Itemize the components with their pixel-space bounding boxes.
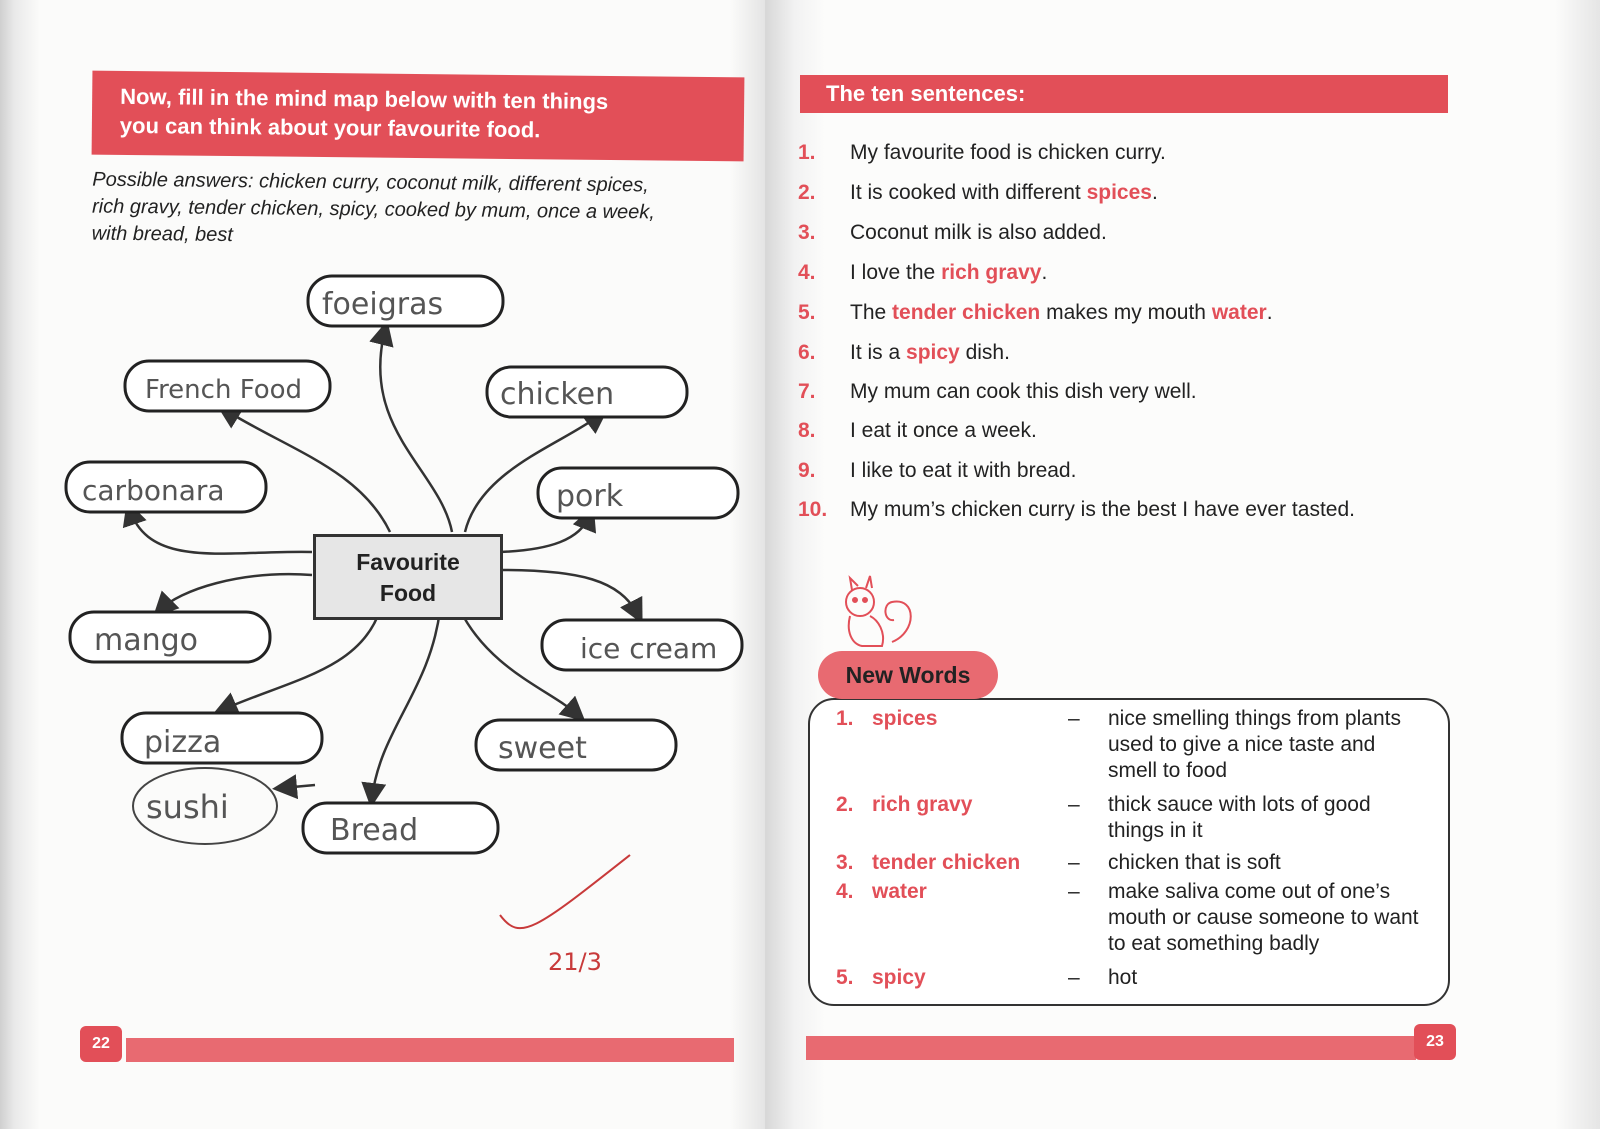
sentence-text: . xyxy=(1151,181,1158,204)
sentence-text: My favourite food is chicken curry. xyxy=(850,141,1166,164)
new-word-dash: – xyxy=(1068,793,1080,816)
sentence-text: I eat it once a week. xyxy=(850,419,1037,442)
left-page xyxy=(0,0,765,1129)
mind-map-center xyxy=(313,534,503,620)
page-number-left: 22 xyxy=(80,1026,122,1062)
footer-bar-left xyxy=(126,1038,734,1062)
sentence-text: My mum can cook this dish very well. xyxy=(850,380,1197,403)
sentence-item xyxy=(798,380,1197,404)
instruction-banner xyxy=(92,71,745,162)
sentence-number: 4. xyxy=(798,261,816,284)
sentence-text: . xyxy=(1041,261,1048,284)
new-word-number: 2. xyxy=(836,793,854,816)
footer-bar-right xyxy=(806,1036,1416,1060)
possible-answers-line-1: Possible answers: chicken curry, coconut milk, different spices, xyxy=(92,168,649,197)
center-line-1: Favourite xyxy=(356,549,460,575)
node-right-mid: pork xyxy=(556,479,624,514)
sentence-text: dish. xyxy=(959,341,1010,364)
teacher-mark: 21/3 xyxy=(548,948,602,976)
new-word-term: spices xyxy=(872,707,938,730)
instruction-line-1: Now, fill in the mind map below with ten things xyxy=(120,83,609,114)
node-bottom-left: pizza xyxy=(144,725,222,760)
sentence-highlight: spicy xyxy=(906,341,960,364)
teacher-check-mark xyxy=(500,855,630,928)
sentence-number: 9. xyxy=(798,459,816,482)
sentence-number: 1. xyxy=(798,141,816,164)
new-word-dash: – xyxy=(1068,966,1080,989)
sentence-highlight: spices xyxy=(1086,181,1152,204)
new-word-definition: hot xyxy=(1108,966,1138,989)
extra-note-sushi: sushi xyxy=(146,788,229,826)
new-word-definition: thick sauce with lots of good things in it xyxy=(1108,793,1371,842)
sentence-text: Coconut milk is also added. xyxy=(850,221,1107,244)
new-word-term: water xyxy=(872,880,927,903)
sentence-text: It is a xyxy=(850,341,907,364)
sentence-text: My mum’s chicken curry is the best I have ever tasted. xyxy=(850,498,1355,521)
sentence-text: The xyxy=(850,301,893,324)
new-word-dash: – xyxy=(1068,707,1080,730)
node-upper-right: chicken xyxy=(500,377,615,412)
center-line-2: Food xyxy=(379,580,437,606)
node-lower-right: ice cream xyxy=(580,632,718,665)
new-word-definition: chicken that is soft xyxy=(1108,851,1281,874)
sentence-number: 8. xyxy=(798,419,816,442)
node-bottom-right: sweet xyxy=(498,731,587,766)
sentence-number: 5. xyxy=(798,301,816,324)
sentence-number: 3. xyxy=(798,221,816,244)
possible-answers xyxy=(92,167,748,255)
squirrel-mascot-icon xyxy=(822,572,922,652)
new-word-term: tender chicken xyxy=(872,851,1021,874)
possible-answers-line-3: with bread, best xyxy=(91,222,234,247)
sentence-item xyxy=(798,261,1047,285)
new-words-title: New Words xyxy=(818,651,998,699)
new-word-number: 3. xyxy=(836,851,854,874)
sentence-item xyxy=(798,181,1158,205)
new-word-dash: – xyxy=(1068,880,1080,903)
sentence-number: 2. xyxy=(798,181,816,204)
node-bottom: Bread xyxy=(330,813,419,848)
node-left-mid: carbonara xyxy=(82,474,225,507)
new-word-term: spicy xyxy=(872,966,926,989)
node-top: foeigras xyxy=(322,287,444,322)
sentence-item xyxy=(798,341,1010,365)
sentence-highlight: rich gravy xyxy=(941,261,1042,284)
sentence-text: It is cooked with different xyxy=(850,181,1087,204)
sentence-text: . xyxy=(1266,301,1273,324)
node-upper-left: French Food xyxy=(145,375,303,405)
sentence-item xyxy=(798,459,1076,483)
possible-answers-line-2: rich gravy, tender chicken, spicy, cooked by mum, once a week, xyxy=(91,195,655,224)
sentence-text: makes my mouth xyxy=(1040,301,1212,324)
sentences-heading: The ten sentences: xyxy=(800,75,1448,113)
node-lower-left: mango xyxy=(94,623,199,658)
sentence-item xyxy=(798,141,1166,165)
sentence-highlight: water xyxy=(1211,301,1267,324)
sentence-item xyxy=(798,419,1037,443)
new-word-number: 1. xyxy=(836,707,854,730)
new-word-dash: – xyxy=(1068,851,1080,874)
sentence-item xyxy=(798,301,1273,325)
new-word-number: 4. xyxy=(836,880,854,903)
sentence-number: 10. xyxy=(798,498,828,521)
sentence-item xyxy=(798,498,1355,522)
sentence-item xyxy=(798,221,1107,245)
new-word-definition: nice smelling things from plants used to give a nice taste and smell to food xyxy=(1108,707,1401,782)
sentence-number: 7. xyxy=(798,380,816,403)
page-number-right: 23 xyxy=(1414,1024,1456,1060)
new-word-term: rich gravy xyxy=(872,793,973,816)
new-word-definition: make saliva come out of one’s mouth or cause someone to want to eat something badly xyxy=(1108,880,1419,955)
sentence-number: 6. xyxy=(798,341,816,364)
sentence-text: I like to eat it with bread. xyxy=(850,459,1077,482)
instruction-line-2: you can think about your favourite food. xyxy=(119,112,541,143)
new-word-number: 5. xyxy=(836,966,854,989)
mind-map xyxy=(60,270,760,990)
sentence-text: I love the xyxy=(850,261,942,284)
sentence-highlight: tender chicken xyxy=(892,301,1041,324)
